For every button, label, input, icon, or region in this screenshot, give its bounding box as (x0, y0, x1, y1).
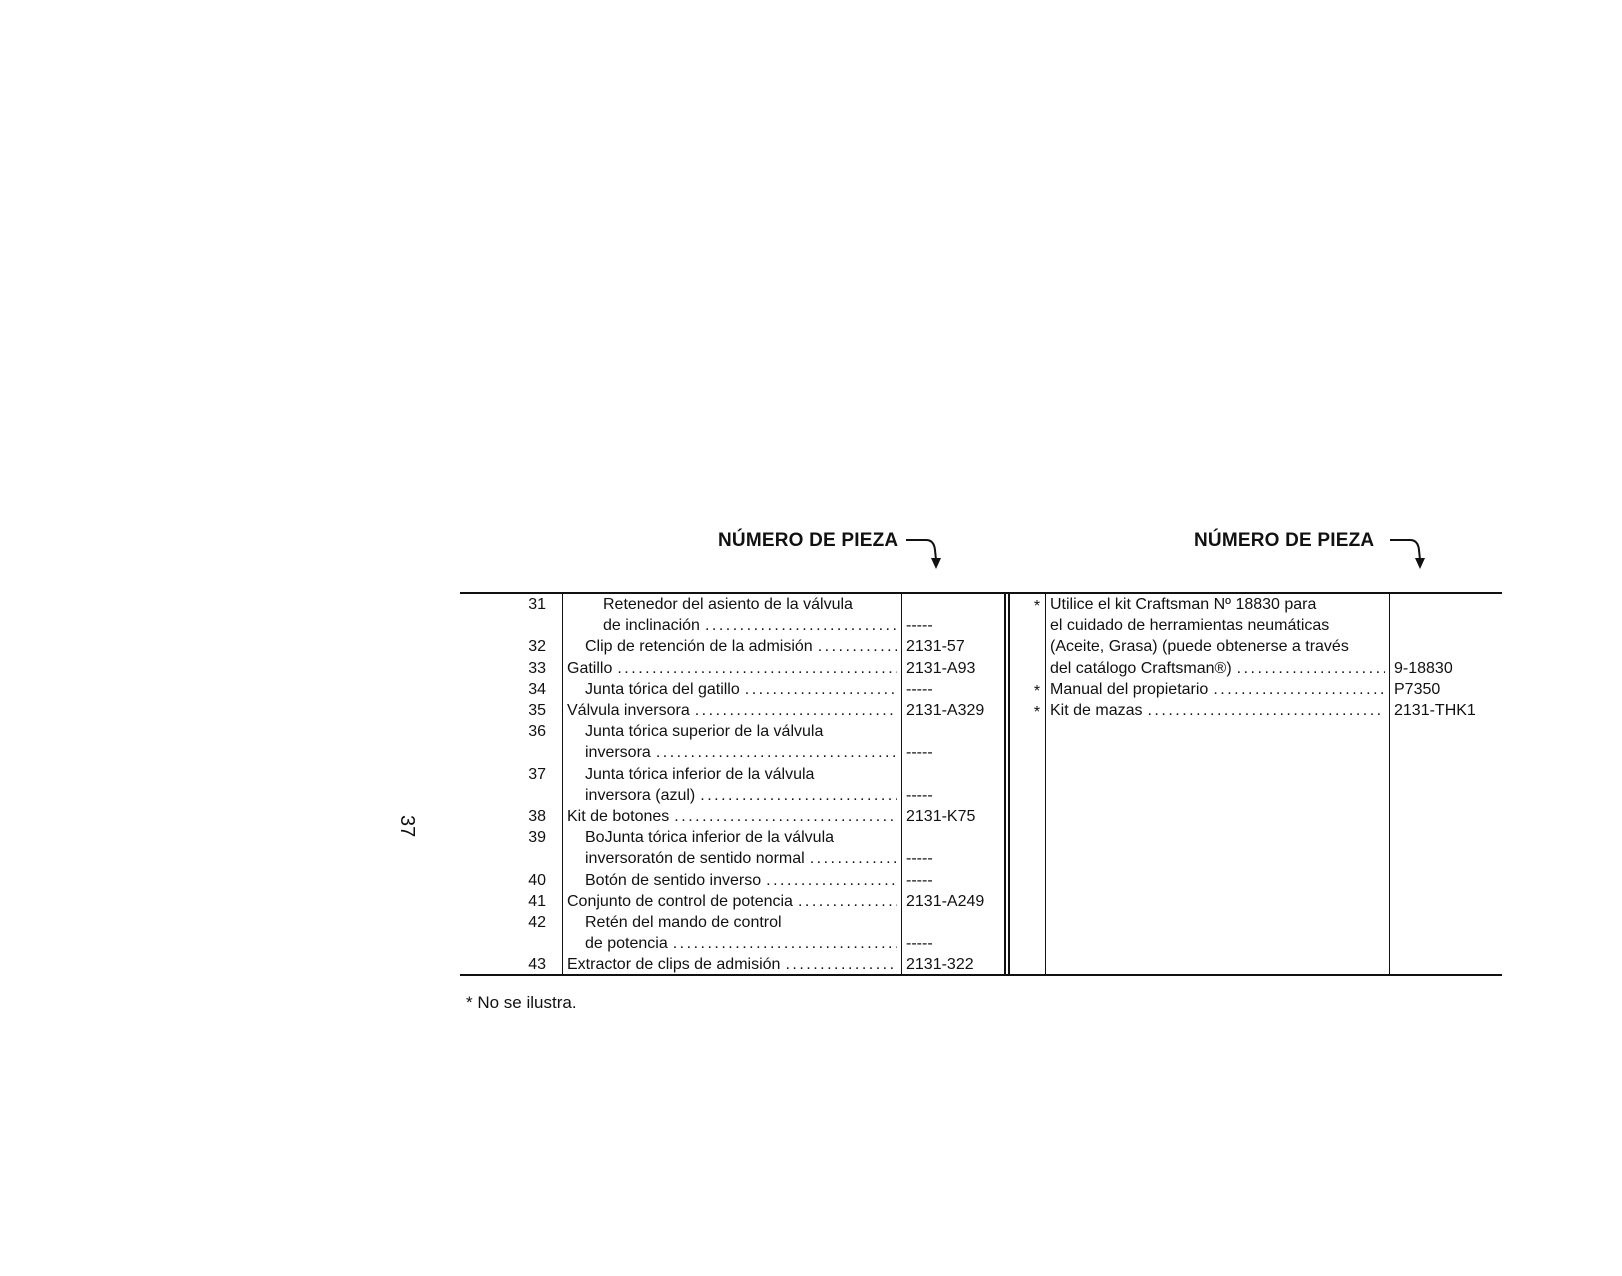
right-header-arrow-icon (1390, 536, 1430, 572)
item-number: 42 (528, 914, 546, 931)
leader-dots (656, 742, 897, 763)
right-part-number-header: NÚMERO DE PIEZA (1194, 530, 1375, 551)
table-line (585, 785, 897, 806)
leader-dots (785, 954, 897, 975)
table-line (585, 679, 897, 700)
table-line (603, 594, 897, 615)
column-divider (901, 592, 902, 974)
item-number: 31 (528, 596, 546, 613)
part-number: 2131-A249 (906, 892, 985, 910)
part-number: 2131-322 (906, 956, 974, 974)
part-description: de inclinación (603, 617, 700, 635)
table-line (585, 933, 897, 954)
part-description: Retenedor del asiento de la válvula (603, 596, 853, 613)
table-line (585, 721, 897, 742)
part-description: Kit de botones (567, 808, 670, 825)
table-line (567, 700, 897, 721)
item-number: 32 (528, 638, 546, 656)
leader-dots (705, 615, 897, 636)
item-number: 33 (528, 659, 546, 677)
item-number: 39 (528, 829, 546, 847)
part-number: ----- (906, 617, 933, 635)
column-divider (562, 592, 563, 974)
item-number: 43 (528, 956, 546, 974)
table-line (603, 615, 897, 636)
table-line (1050, 594, 1385, 615)
column-divider (1389, 592, 1390, 974)
part-number: 2131-A329 (906, 702, 985, 719)
part-number: ----- (906, 850, 933, 868)
leader-dots (695, 700, 897, 721)
leader-dots (1213, 679, 1385, 700)
item-number: 40 (528, 871, 546, 889)
part-description: Conjunto de control de potencia (567, 892, 793, 910)
part-description: (Aceite, Grasa) (puede obtenerse a través (1050, 638, 1349, 656)
left-part-number-header: NÚMERO DE PIEZA (718, 530, 899, 551)
table-line (567, 806, 897, 827)
part-description: Retén del mando de control (585, 914, 782, 931)
part-description: Utilice el kit Craftsman Nº 18830 para (1050, 596, 1317, 613)
item-number: 35 (528, 702, 546, 719)
part-number: P7350 (1394, 680, 1441, 698)
part-description: Clip de retención de la admisión (585, 638, 813, 656)
part-number: ----- (906, 744, 933, 762)
item-number: 34 (528, 680, 546, 698)
table-line (567, 891, 897, 912)
table-line (1050, 658, 1385, 679)
table-line (1050, 700, 1385, 721)
leader-dots (1237, 658, 1385, 679)
part-description: inversora (azul) (585, 786, 696, 804)
part-description: Junta tórica del gatillo (585, 680, 740, 698)
leader-dots (674, 806, 897, 827)
leader-dots (700, 785, 897, 806)
not-illustrated-marker: * (1033, 598, 1041, 615)
part-description: Kit de mazas (1050, 702, 1143, 719)
part-description: inversora (585, 744, 651, 762)
leader-dots (810, 848, 897, 869)
leader-dots (673, 933, 897, 954)
part-number: ----- (906, 871, 933, 889)
not-illustrated-marker: * (1033, 682, 1041, 700)
item-number: 36 (528, 723, 546, 741)
part-description: Junta tórica inferior de la válvula (585, 765, 815, 783)
table-line (585, 764, 897, 785)
leader-dots (745, 679, 897, 700)
part-description: del catálogo Craftsman®) (1050, 659, 1232, 677)
table-line (567, 954, 897, 975)
leader-dots (1147, 700, 1385, 721)
not-illustrated-marker: * (1033, 704, 1041, 721)
column-divider (1004, 592, 1006, 974)
part-description: de potencia (585, 935, 668, 953)
table-line (585, 742, 897, 763)
column-divider (1045, 592, 1046, 974)
table-line (585, 870, 897, 891)
part-description: Manual del propietario (1050, 680, 1209, 698)
table-line (585, 848, 897, 869)
table-line (1050, 679, 1385, 700)
part-number: 2131-57 (906, 638, 965, 656)
part-description: Junta tórica superior de la válvula (585, 723, 824, 741)
item-number: 41 (528, 892, 546, 910)
part-number: 9-18830 (1394, 659, 1453, 677)
footnote: * No se ilustra. (466, 993, 577, 1012)
part-description: BoJunta tórica inferior de la válvula (585, 829, 835, 847)
part-description: Extractor de clips de admisión (567, 956, 781, 974)
table-line (585, 827, 897, 848)
table-line (585, 636, 897, 657)
item-number: 38 (528, 808, 546, 825)
part-description: el cuidado de herramientas neumáticas (1050, 617, 1330, 635)
leader-dots (766, 870, 897, 891)
part-number: 2131-THK1 (1394, 702, 1476, 719)
part-number: ----- (906, 935, 933, 953)
part-number: ----- (906, 786, 933, 804)
table-line (585, 912, 897, 933)
part-number: ----- (906, 680, 933, 698)
part-description: Válvula inversora (567, 702, 690, 719)
page-number: 37 (396, 815, 418, 838)
part-number: 2131-A93 (906, 659, 976, 677)
table-line (567, 658, 897, 679)
left-header-arrow-icon (906, 536, 946, 572)
part-description: Botón de sentido inverso (585, 871, 762, 889)
table-line (1050, 615, 1385, 636)
item-number: 37 (528, 765, 546, 783)
column-divider (1008, 592, 1010, 974)
part-description: inversoratón de sentido normal (585, 850, 805, 868)
part-description: Gatillo (567, 659, 613, 677)
table-line (1050, 636, 1385, 657)
leader-dots (617, 658, 897, 679)
leader-dots (798, 891, 897, 912)
part-number: 2131-K75 (906, 808, 976, 825)
leader-dots (818, 636, 897, 657)
